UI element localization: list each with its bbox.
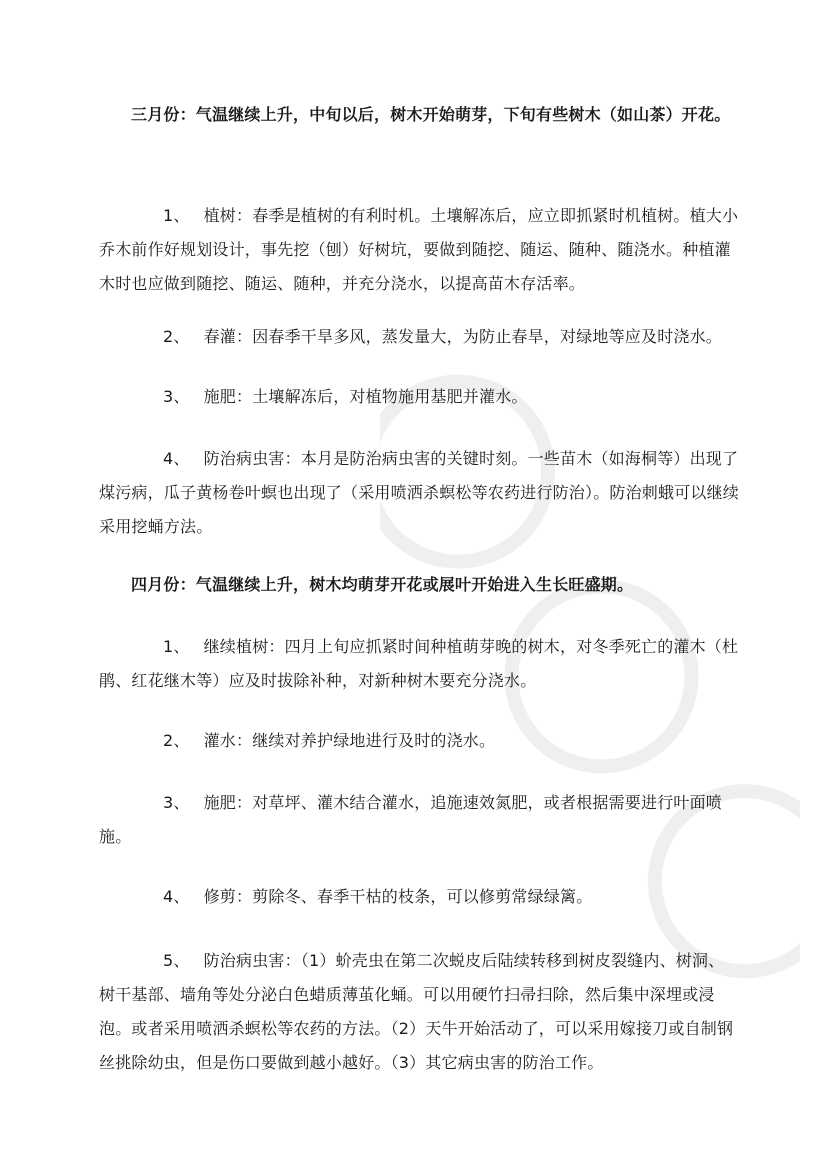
march-item-2 xyxy=(99,320,739,354)
march-item-4-text: 防治病虫害：本月是防治病虫害的关键时刻。一些苗木（如海桐等）出现了煤污病，瓜子黄杨卷叶螟也出现了（采用喷洒杀螟松等农药进行防治）。防治刺蛾可以继续采用挖蛹方法。 xyxy=(99,449,740,536)
april-item-3-number: 3、 xyxy=(163,793,190,812)
april-item-2-number: 2、 xyxy=(163,731,190,750)
april-item-4-number: 4、 xyxy=(163,887,190,906)
march-heading: 三月份：气温继续上升，中旬以后，树木开始萌芽，下旬有些树木（如山茶）开花。 xyxy=(131,105,731,124)
march-item-4-number: 4、 xyxy=(163,449,190,468)
april-item-5 xyxy=(99,944,739,1080)
march-item-1 xyxy=(99,199,739,301)
march-item-2-text: 春灌：因春季干旱多风，蒸发量大，为防止春旱，对绿地等应及时浇水。 xyxy=(203,327,722,346)
april-item-3-text: 施肥：对草坪、灌木结合灌水，追施速效氮肥，或者根据需要进行叶面喷施。 xyxy=(99,793,722,846)
april-heading: 四月份：气温继续上升，树木均萌芽开花或展叶开始进入生长旺盛期。 xyxy=(131,575,634,594)
april-item-4-text: 修剪：剪除冬、春季干枯的枝条，可以修剪常绿绿篱。 xyxy=(203,887,593,906)
april-item-1 xyxy=(99,630,739,698)
march-item-3-text: 施肥：土壤解冻后，对植物施用基肥并灌水。 xyxy=(203,387,528,406)
april-item-1-text: 继续植树：四月上旬应抓紧时间种植萌芽晚的树木，对冬季死亡的灌木（杜鹃、红花继木等）应及时拔除补种，对新种树木要充分浇水。 xyxy=(99,637,739,690)
april-item-2 xyxy=(99,724,739,758)
march-item-2-number: 2、 xyxy=(163,327,190,346)
march-item-1-text: 植树：春季是植树的有利时机。土壤解冻后，应立即抓紧时机植树。植大小乔木前作好规划设计，事先挖（刨）好树坑，要做到随挖、随运、随种、随浇水。种植灌木时也应做到随挖、随运、随种，并充分浇水，以提高苗木存活率。 xyxy=(99,206,739,293)
april-item-5-text: 防治病虫害：（1）蚧壳虫在第二次蜕皮后陆续转移到树皮裂缝内、树洞、树干基部、墙角等处分泌白色蜡质薄茧化蛹。可以用硬竹扫帚扫除，然后集中深埋或浸泡。或者采用喷洒杀螟松等农药的方法。（2）天牛开始活动了，可以采用嫁接刀或自制钢丝挑除幼虫，但是伤口要做到越小越好。（3）其它病虫害的防治工作。 xyxy=(99,951,734,1072)
april-item-5-number: 5、 xyxy=(163,951,190,970)
march-item-3-number: 3、 xyxy=(163,387,190,406)
april-item-2-text: 灌水：继续对养护绿地进行及时的浇水。 xyxy=(203,731,496,750)
march-item-1-number: 1、 xyxy=(163,206,190,225)
april-item-1-number: 1、 xyxy=(163,637,190,656)
march-item-3 xyxy=(99,380,739,414)
march-item-4 xyxy=(99,442,739,544)
april-item-4 xyxy=(99,880,739,914)
april-item-3 xyxy=(99,786,739,854)
